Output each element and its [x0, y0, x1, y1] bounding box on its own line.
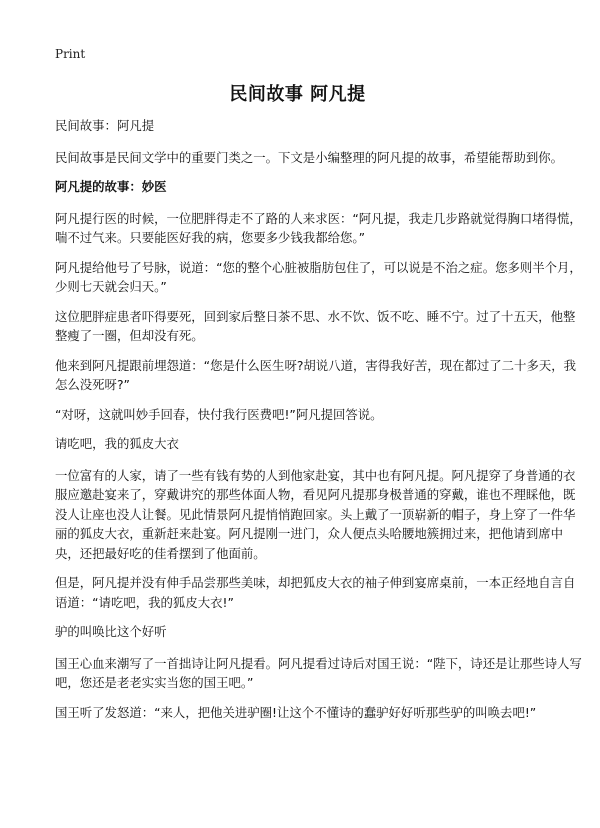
story-paragraph: 国王心血来潮写了一首拙诗让阿凡提看。阿凡提看过诗后对国王说：“陛下，诗还是让那些诗人写吧，您还是老老实实当您的国王吧。”: [55, 655, 582, 690]
intro-paragraph: 民间故事是民间文学中的重要门类之一。下文是小编整理的阿凡提的故事，希望能帮助到你。: [55, 149, 564, 165]
story-paragraph: 但是，阿凡提并没有伸手品尝那些美味，却把狐皮大衣的袖子伸到宴席桌前，一本正经地自言自语道：“请吃吧，我的狐皮大衣!”: [55, 575, 576, 610]
page-title: 民间故事 阿凡提: [229, 84, 366, 105]
story-paragraph: 这位肥胖症患者吓得要死，回到家后整日茶不思、水不饮、饭不吃、睡不宁。过了十五天，他整整瘦了一圈，但却没有死。: [55, 308, 576, 343]
story-paragraph: 阿凡提行医的时候，一位肥胖得走不了路的人来求医：“阿凡提，我走几步路就觉得胸口堵得慌，喘不过气来。只要能医好我的病，您要多少钱我都给您。”: [55, 210, 582, 245]
story-paragraph: 一位富有的人家，请了一些有钱有势的人到他家赴宴，其中也有阿凡提。阿凡提穿了身普通的衣服应邀赴宴来了，穿戴讲究的那些体面人物，看见阿凡提那身极普通的穿戴，谁也不理睬他，既没人让座也没人让餐。见此情景阿凡提悄悄跑回家。头上戴了一顶崭新的帽子，身上穿了一件华丽的狐皮大衣，重新赶来赴宴。阿凡提刚一进门，众人便点头哈腰地簇拥过来，把他请到席中央，还把最好吃的佳肴摆到了他面前。: [55, 467, 576, 561]
story-paragraph: 阿凡提给他号了号脉，说道：“您的整个心脏被脂肪包住了，可以说是不治之症。您多则半个月，少则七天就会归天。”: [55, 259, 582, 294]
story-paragraph: “对呀，这就叫妙手回春，快付我行医费吧!”阿凡提回答说。: [55, 406, 383, 422]
story-paragraph: 他来到阿凡提跟前埋怨道：“您是什么医生呀?胡说八道，害得我好苦，现在都过了二十多天，我怎么没死呀?”: [55, 357, 577, 392]
story-paragraph: 国王听了发怒道：“来人，把他关进驴圈!让这个不懂诗的蠢驴好好听那些驴的叫唤去吧!”: [55, 704, 537, 720]
article-subtitle: 民间故事：阿凡提: [55, 118, 155, 133]
story-heading: 驴的叫唤比这个好听: [55, 624, 167, 639]
print-link[interactable]: Print: [55, 47, 86, 61]
story-heading: 阿凡提的故事：妙医: [55, 179, 167, 194]
article-body: [55, 116, 585, 732]
story-heading: 请吃吧，我的狐皮大衣: [55, 436, 179, 451]
